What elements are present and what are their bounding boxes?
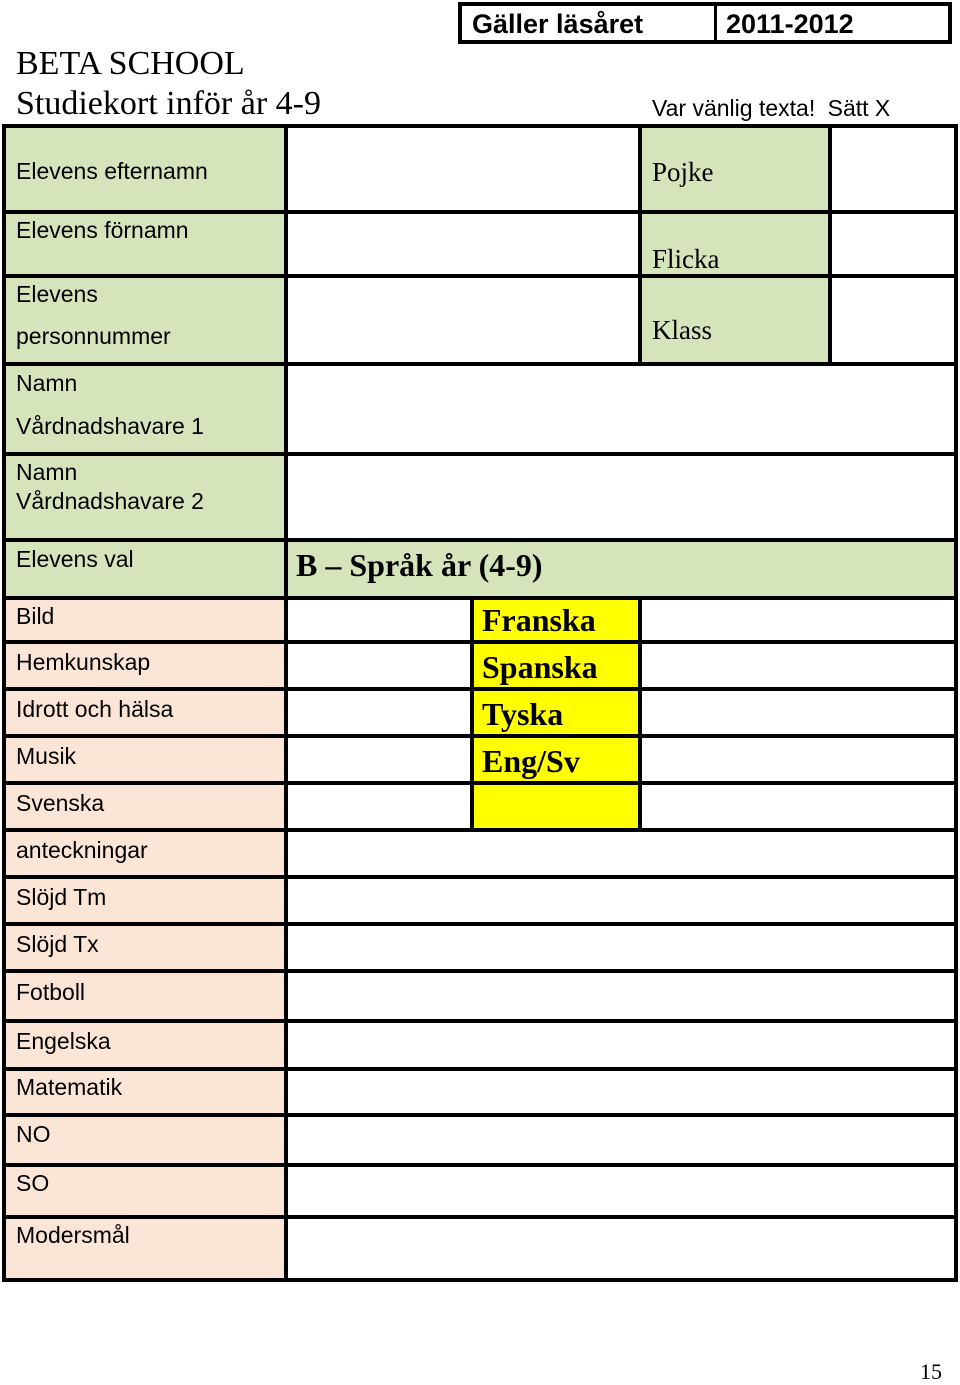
subject-mark-cell-slojd-tx[interactable] [288,928,954,968]
divider-language-right [638,596,642,832]
subject-mark-cell-matematik[interactable] [288,1071,954,1113]
row-line [2,1067,958,1071]
guardian1-label-line2: Vårdnadshavare 1 [16,413,204,439]
frame-left [2,124,6,1282]
guardian1-field[interactable] [288,366,954,452]
language-spanska: Spanska [482,649,598,685]
firstname-label: Elevens förnamn [16,217,189,243]
subject-engelska: Engelska [16,1028,111,1054]
divider-field-column [638,124,642,364]
language-tyska: Tyska [482,696,564,732]
subject-mark-cell-fotboll[interactable] [288,975,954,1019]
subject-mark-cell-engelska[interactable] [288,1023,954,1067]
instruction-text [652,94,890,122]
girl-checkbox[interactable] [832,214,954,274]
subject-matematik: Matematik [16,1074,123,1100]
subject-mark-cell-bild[interactable] [288,600,470,640]
row-line [2,362,958,366]
language-mark-cell-spanska[interactable] [642,646,954,686]
choices-header-label: Elevens val [16,546,134,572]
row-line [2,687,958,691]
instruction-mark-x: Sätt X [827,95,891,121]
row-line [2,538,958,542]
language-mark-cell-eng-sv[interactable] [642,740,954,780]
subject-mark-cell-musik[interactable] [288,740,470,780]
subject-mark-cell-hemkunskap[interactable] [288,646,470,686]
subject-svenska: Svenska [16,790,105,816]
surname-field[interactable] [288,128,638,210]
row-line [2,875,958,879]
personnummer-label-line2: personnummer [16,323,171,349]
page-title: Studiekort inför år 4-9 [16,85,321,122]
subject-slojd-tx: Slöjd Tx [16,931,99,957]
school-name: BETA SCHOOL [16,45,245,82]
instruction-write-clearly: Var vänlig texta! [652,95,816,121]
frame-bottom [2,1278,958,1282]
subject-mark-cell-no[interactable] [288,1117,954,1163]
row-line [2,640,958,644]
divider-label-column [284,124,288,1282]
year-value: 2011-2012 [726,9,854,39]
year-label: Gäller läsåret [472,9,644,39]
subject-bild: Bild [16,603,55,629]
row-line [2,922,958,926]
row-line [2,1215,958,1219]
subject-so: SO [16,1170,50,1196]
subject-mark-cell-idrott[interactable] [288,693,470,733]
subject-idrott: Idrott och hälsa [16,696,174,722]
subject-anteckningar: anteckningar [16,837,148,863]
guardian2-field[interactable] [288,456,954,538]
language-header: B – Språk år (4-9) [296,547,543,583]
language-franska: Franska [482,602,596,638]
personnummer-field[interactable] [288,278,638,362]
guardian2-label-line1: Namn [16,459,78,485]
divider-gender-column [828,124,832,364]
guardian2-label-line2: Vårdnadshavare 2 [16,488,204,514]
subject-mark-cell-svenska[interactable] [288,787,470,827]
divider-language-left [470,596,474,832]
row-line [2,596,958,600]
subject-modersmal: Modersmål [16,1222,130,1248]
subject-mark-cell-slojd-tm[interactable] [288,881,954,921]
language-mark-cell-tyska[interactable] [642,693,954,733]
frame-top [2,124,958,128]
page-number: 15 [920,1359,942,1384]
language-mark-cell-franska[interactable] [642,600,954,640]
subject-mark-cell-anteckningar[interactable] [288,834,954,874]
boy-checkbox[interactable] [832,128,954,210]
class-label: Klass [652,315,712,345]
row-line [2,781,958,785]
surname-label: Elevens efternamn [16,158,208,184]
guardian1-label-line1: Namn [16,370,78,396]
language-eng-sv: Eng/Sv [482,743,580,779]
subject-mark-cell-modersmal[interactable] [288,1219,954,1278]
row-line [2,1163,958,1167]
row-line [2,1019,958,1023]
girl-label: Flicka [652,244,720,274]
row-line [2,274,958,278]
subject-mark-cell-so[interactable] [288,1167,954,1215]
subject-hemkunskap: Hemkunskap [16,649,151,675]
subject-no: NO [16,1121,51,1147]
frame-right [954,124,958,1282]
row-line [2,969,958,973]
row-line [2,452,958,456]
row-line [2,210,958,214]
year-box [458,2,952,44]
personnummer-label-line1: Elevens [16,281,98,307]
subject-fotboll: Fotboll [16,979,86,1005]
row-line [2,1113,958,1117]
subject-slojd-tm: Slöjd Tm [16,884,107,910]
row-line [2,734,958,738]
boy-label: Pojke [652,157,714,187]
class-field[interactable] [832,278,954,362]
subject-musik: Musik [16,743,77,769]
firstname-field[interactable] [288,214,638,274]
row-line [2,828,958,832]
